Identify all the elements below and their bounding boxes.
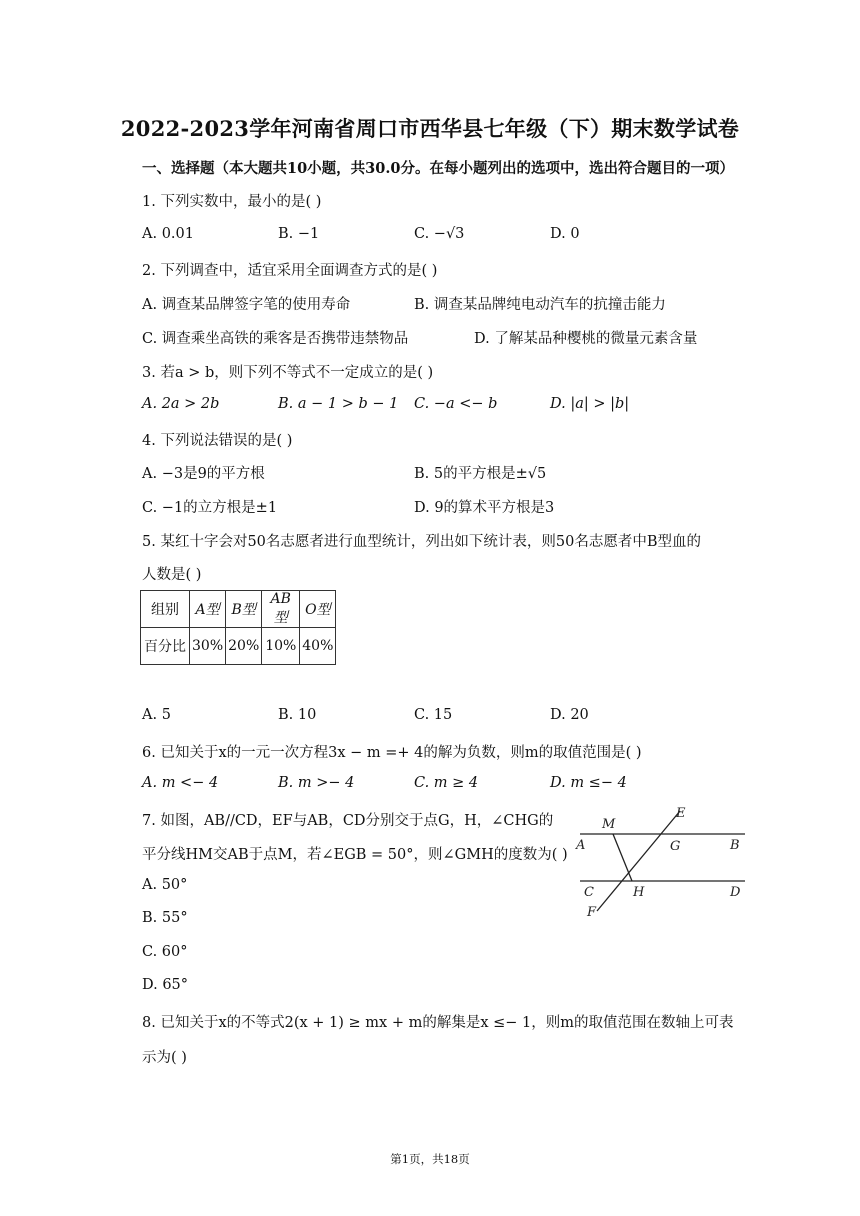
label-g: G	[670, 839, 681, 854]
q4-option-a: A. −3是9的平方根	[142, 466, 265, 482]
q3-option-b: B. a − 1 > b − 1	[278, 396, 399, 412]
label-a: A	[576, 838, 586, 853]
label-b: B	[730, 838, 740, 853]
parallel-lines-figure	[575, 803, 750, 921]
label-m: M	[602, 817, 616, 832]
table-cell: 组别	[141, 591, 190, 628]
q1-option-d: D. 0	[550, 226, 580, 242]
question-5-stem-line1: 5. 某红十字会对50名志愿者进行血型统计，列出如下统计表，则50名志愿者中B型血的	[142, 534, 701, 550]
question-7-stem-line2: 平分线HM交AB于点M，若∠EGB = 50°，则∠GMH的度数为( )	[142, 847, 568, 863]
q3-option-a: A. 2a > 2b	[142, 396, 220, 412]
table-cell: A型	[190, 591, 226, 628]
q3-option-c: C. −a <− b	[414, 396, 498, 412]
question-8-stem-line2: 示为( )	[142, 1050, 187, 1066]
label-d: D	[730, 885, 741, 900]
label-c: C	[584, 885, 594, 900]
q6-option-b: B. m >− 4	[278, 775, 355, 791]
question-5-stem-line2: 人数是( )	[142, 567, 202, 583]
table-cell: B型	[226, 591, 262, 628]
q1-option-b: B. −1	[278, 226, 320, 242]
label-e: E	[676, 806, 686, 821]
question-3-stem: 3. 若a > b，则下列不等式不一定成立的是( )	[142, 365, 434, 381]
q1-option-a: A. 0.01	[142, 226, 194, 242]
q3-option-d: D. |a| > |b|	[550, 396, 630, 412]
q4-option-d: D. 9的算术平方根是3	[414, 500, 555, 516]
q4-option-c: C. −1的立方根是±1	[142, 500, 278, 516]
label-f: F	[587, 905, 597, 920]
section-heading: 一、选择题（本大题共10小题，共30.0分。在每小题列出的选项中，选出符合题目的一项）	[142, 160, 734, 177]
table-cell: AB型	[262, 591, 300, 628]
question-7-stem-line1: 7. 如图，AB//CD，EF与AB，CD分别交于点G，H，∠CHG的	[142, 813, 554, 829]
table-cell: 30%	[190, 628, 226, 665]
q5-option-c: C. 15	[414, 707, 453, 723]
blood-type-table	[140, 590, 336, 665]
question-6-stem: 6. 已知关于x的一元一次方程3x − m =+ 4的解为负数，则m的取值范围是( )	[142, 745, 642, 761]
question-2-stem: 2. 下列调查中，适宜采用全面调查方式的是( )	[142, 263, 438, 279]
page-footer: 第1页，共18页	[390, 1152, 470, 1166]
question-8-stem-line1: 8. 已知关于x的不等式2(x + 1) ≥ mx + m的解集是x ≤− 1，则m的取值范围在数轴上可表	[142, 1015, 734, 1031]
q2-option-a: A. 调查某品牌签字笔的使用寿命	[142, 297, 351, 313]
label-h: H	[633, 885, 645, 900]
q4-option-b: B. 5的平方根是±√5	[414, 466, 547, 482]
table-cell: 20%	[226, 628, 262, 665]
q6-option-d: D. m ≤− 4	[550, 775, 627, 791]
question-4-stem: 4. 下列说法错误的是( )	[142, 433, 293, 449]
table-row	[141, 591, 336, 628]
q6-option-c: C. m ≥ 4	[414, 775, 479, 791]
table-cell: 40%	[300, 628, 336, 665]
page-title: 2022-2023学年河南省周口市西华县七年级（下）期末数学试卷	[120, 116, 740, 141]
q5-option-a: A. 5	[142, 707, 171, 723]
q7-option-b: B. 55°	[142, 910, 188, 926]
q2-option-c: C. 调查乘坐高铁的乘客是否携带违禁物品	[142, 331, 409, 347]
q5-option-b: B. 10	[278, 707, 317, 723]
q7-option-c: C. 60°	[142, 944, 188, 960]
q6-option-a: A. m <− 4	[142, 775, 219, 791]
table-cell: 10%	[262, 628, 300, 665]
question-1-stem: 1. 下列实数中，最小的是( )	[142, 194, 322, 210]
q1-option-c: C. −√3	[414, 226, 465, 242]
table-cell: 百分比	[141, 628, 190, 665]
q2-option-d: D. 了解某品种樱桃的微量元素含量	[474, 331, 698, 347]
table-row	[141, 628, 336, 665]
table-cell: O型	[300, 591, 336, 628]
q7-option-d: D. 65°	[142, 977, 189, 993]
q2-option-b: B. 调查某品牌纯电动汽车的抗撞击能力	[414, 297, 666, 313]
q5-option-d: D. 20	[550, 707, 589, 723]
bisector-hm	[613, 834, 632, 881]
q7-option-a: A. 50°	[142, 877, 188, 893]
